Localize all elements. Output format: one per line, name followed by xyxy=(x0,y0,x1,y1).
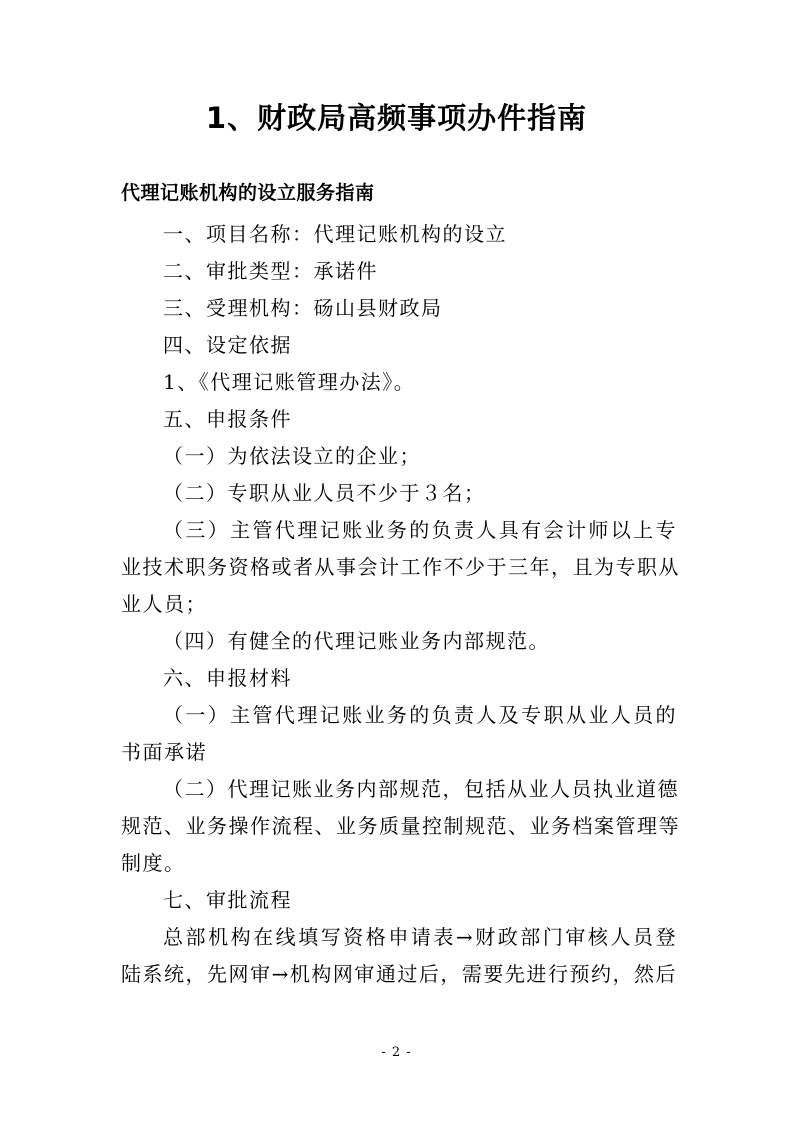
legal-basis-1: 1、《代理记账管理办法》。 xyxy=(163,370,416,394)
item-accepting-agency: 三、受理机构：砀山县财政局 xyxy=(163,296,443,320)
heading-process: 七、审批流程 xyxy=(163,888,292,912)
item-approval-type: 二、审批类型：承诺件 xyxy=(163,259,378,283)
condition-3-line-3: 业人员； xyxy=(121,592,207,616)
condition-1: （一）为依法设立的企业； xyxy=(163,444,421,468)
heading-materials: 六、申报材料 xyxy=(163,666,292,690)
condition-3-line-1: （三）主管代理记账业务的负责人具有会计师以上专 xyxy=(163,518,677,542)
material-2-line-1: （二）代理记账业务内部规范，包括从业人员执业道德 xyxy=(163,777,679,801)
section-title: 代理记账机构的设立服务指南 xyxy=(121,182,375,204)
material-1-line-2: 书面承诺 xyxy=(121,740,207,764)
heading-conditions: 五、申报条件 xyxy=(163,407,292,431)
material-2-line-3: 制度。 xyxy=(121,851,186,875)
process-line-1: 总部机构在线填写资格申请表→财政部门审核人员登 xyxy=(163,925,677,949)
page-number: - 2 - xyxy=(381,1045,412,1060)
process-line-2: 陆系统，先网审→机构网审通过后，需要先进行预约，然后 xyxy=(121,962,677,986)
item-project-name: 一、项目名称：代理记账机构的设立 xyxy=(163,222,507,246)
condition-4: （四）有健全的代理记账业务内部规范。 xyxy=(163,629,550,653)
material-1-line-1: （一）主管代理记账业务的负责人及专职从业人员的 xyxy=(163,703,677,727)
heading-legal-basis: 四、设定依据 xyxy=(163,333,292,357)
document-title: 1、财政局高频事项办件指南 xyxy=(205,101,588,135)
condition-3-line-2: 业技术职务资格或者从事会计工作不少于三年，且为专职从 xyxy=(121,555,680,579)
condition-2: （二）专职从业人员不少于３名； xyxy=(163,481,486,505)
material-2-line-2: 规范、业务操作流程、业务质量控制规范、业务档案管理等 xyxy=(121,814,680,838)
